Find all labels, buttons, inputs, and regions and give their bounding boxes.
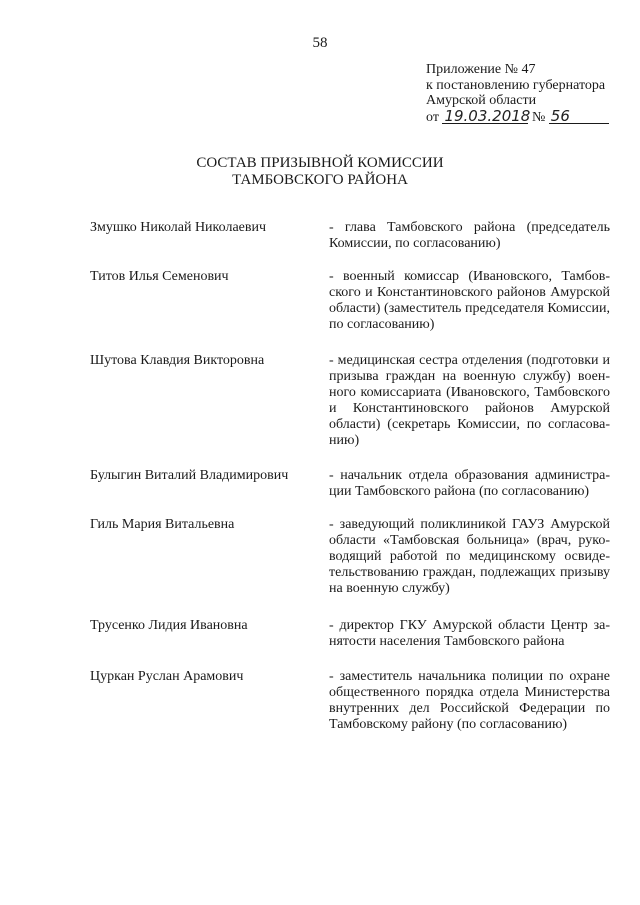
- member-name: Титов Илья Семенович: [90, 269, 229, 284]
- date-prefix: от: [426, 109, 439, 125]
- member-name: Змушко Николай Николаевич: [90, 220, 267, 235]
- member-role: - медицинская сестра отделения (подготовки и призыва граждан на военную службу) военного комиссариата (Ивановского, Тамбовского и Константиновского районов Амурской области) (секретарь Комиссии, по согласованию): [329, 353, 610, 448]
- appendix-region: Амурской области: [426, 93, 537, 108]
- member-role: - глава Тамбовского района (председатель Комиссии, по согласованию): [329, 220, 610, 251]
- member-entry: [90, 220, 620, 269]
- member-role: - военный комиссар (Ивановского, Тамбовского и Константиновского районов Амурской области) (заместитель председателя Комиссии, по согласованию): [329, 269, 610, 332]
- appendix-date-line: [426, 106, 609, 126]
- member-name: Трусенко Лидия Ивановна: [90, 618, 248, 633]
- handwritten-number: 56: [549, 109, 609, 124]
- member-role: - начальник отдела образования администрации Тамбовского района (по согласованию): [329, 468, 610, 499]
- member-name: Булыгин Виталий Владимирович: [90, 468, 289, 483]
- appendix-resolution: к постановлению губернатора: [426, 77, 606, 93]
- member-name: Шутова Клавдия Викторовна: [90, 353, 265, 368]
- commission-members-list: [90, 220, 620, 733]
- member-role: - заместитель начальника полиции по охране общественного порядка отдела Министерства внутренних дел Российской Федерации по Тамбовскому району (по согласованию): [329, 669, 610, 732]
- handwritten-date: 19.03.2018: [444, 106, 531, 125]
- member-entry: [90, 618, 620, 669]
- member-entry: [90, 517, 620, 618]
- member-name: Гиль Мария Витальевна: [90, 517, 235, 532]
- appendix-title: Приложение № 47: [426, 62, 536, 77]
- member-entry: [90, 468, 620, 517]
- member-entry: [90, 269, 620, 353]
- title-line-2: ТАМБОВСКОГО РАЙОНА: [232, 172, 408, 188]
- member-entry: [90, 353, 620, 468]
- appendix-block: [426, 62, 609, 125]
- member-entry: [90, 669, 620, 733]
- document-title: [0, 155, 640, 189]
- member-name: Цуркан Руслан Арамович: [90, 669, 244, 684]
- member-role: - директор ГКУ Амурской области Центр занятости населения Тамбовского района: [329, 618, 610, 649]
- number-prefix: №: [531, 109, 546, 125]
- member-role: - заведующий поликлиникой ГАУЗ Амурской области «Тамбовская больница» (врач, руководящий работой по медицинскому освидетельствованию граждан, подлежащих призыву на военную службу): [329, 517, 610, 596]
- title-line-1: СОСТАВ ПРИЗЫВНОЙ КОМИССИИ: [196, 155, 444, 171]
- page-number: 58: [312, 35, 328, 51]
